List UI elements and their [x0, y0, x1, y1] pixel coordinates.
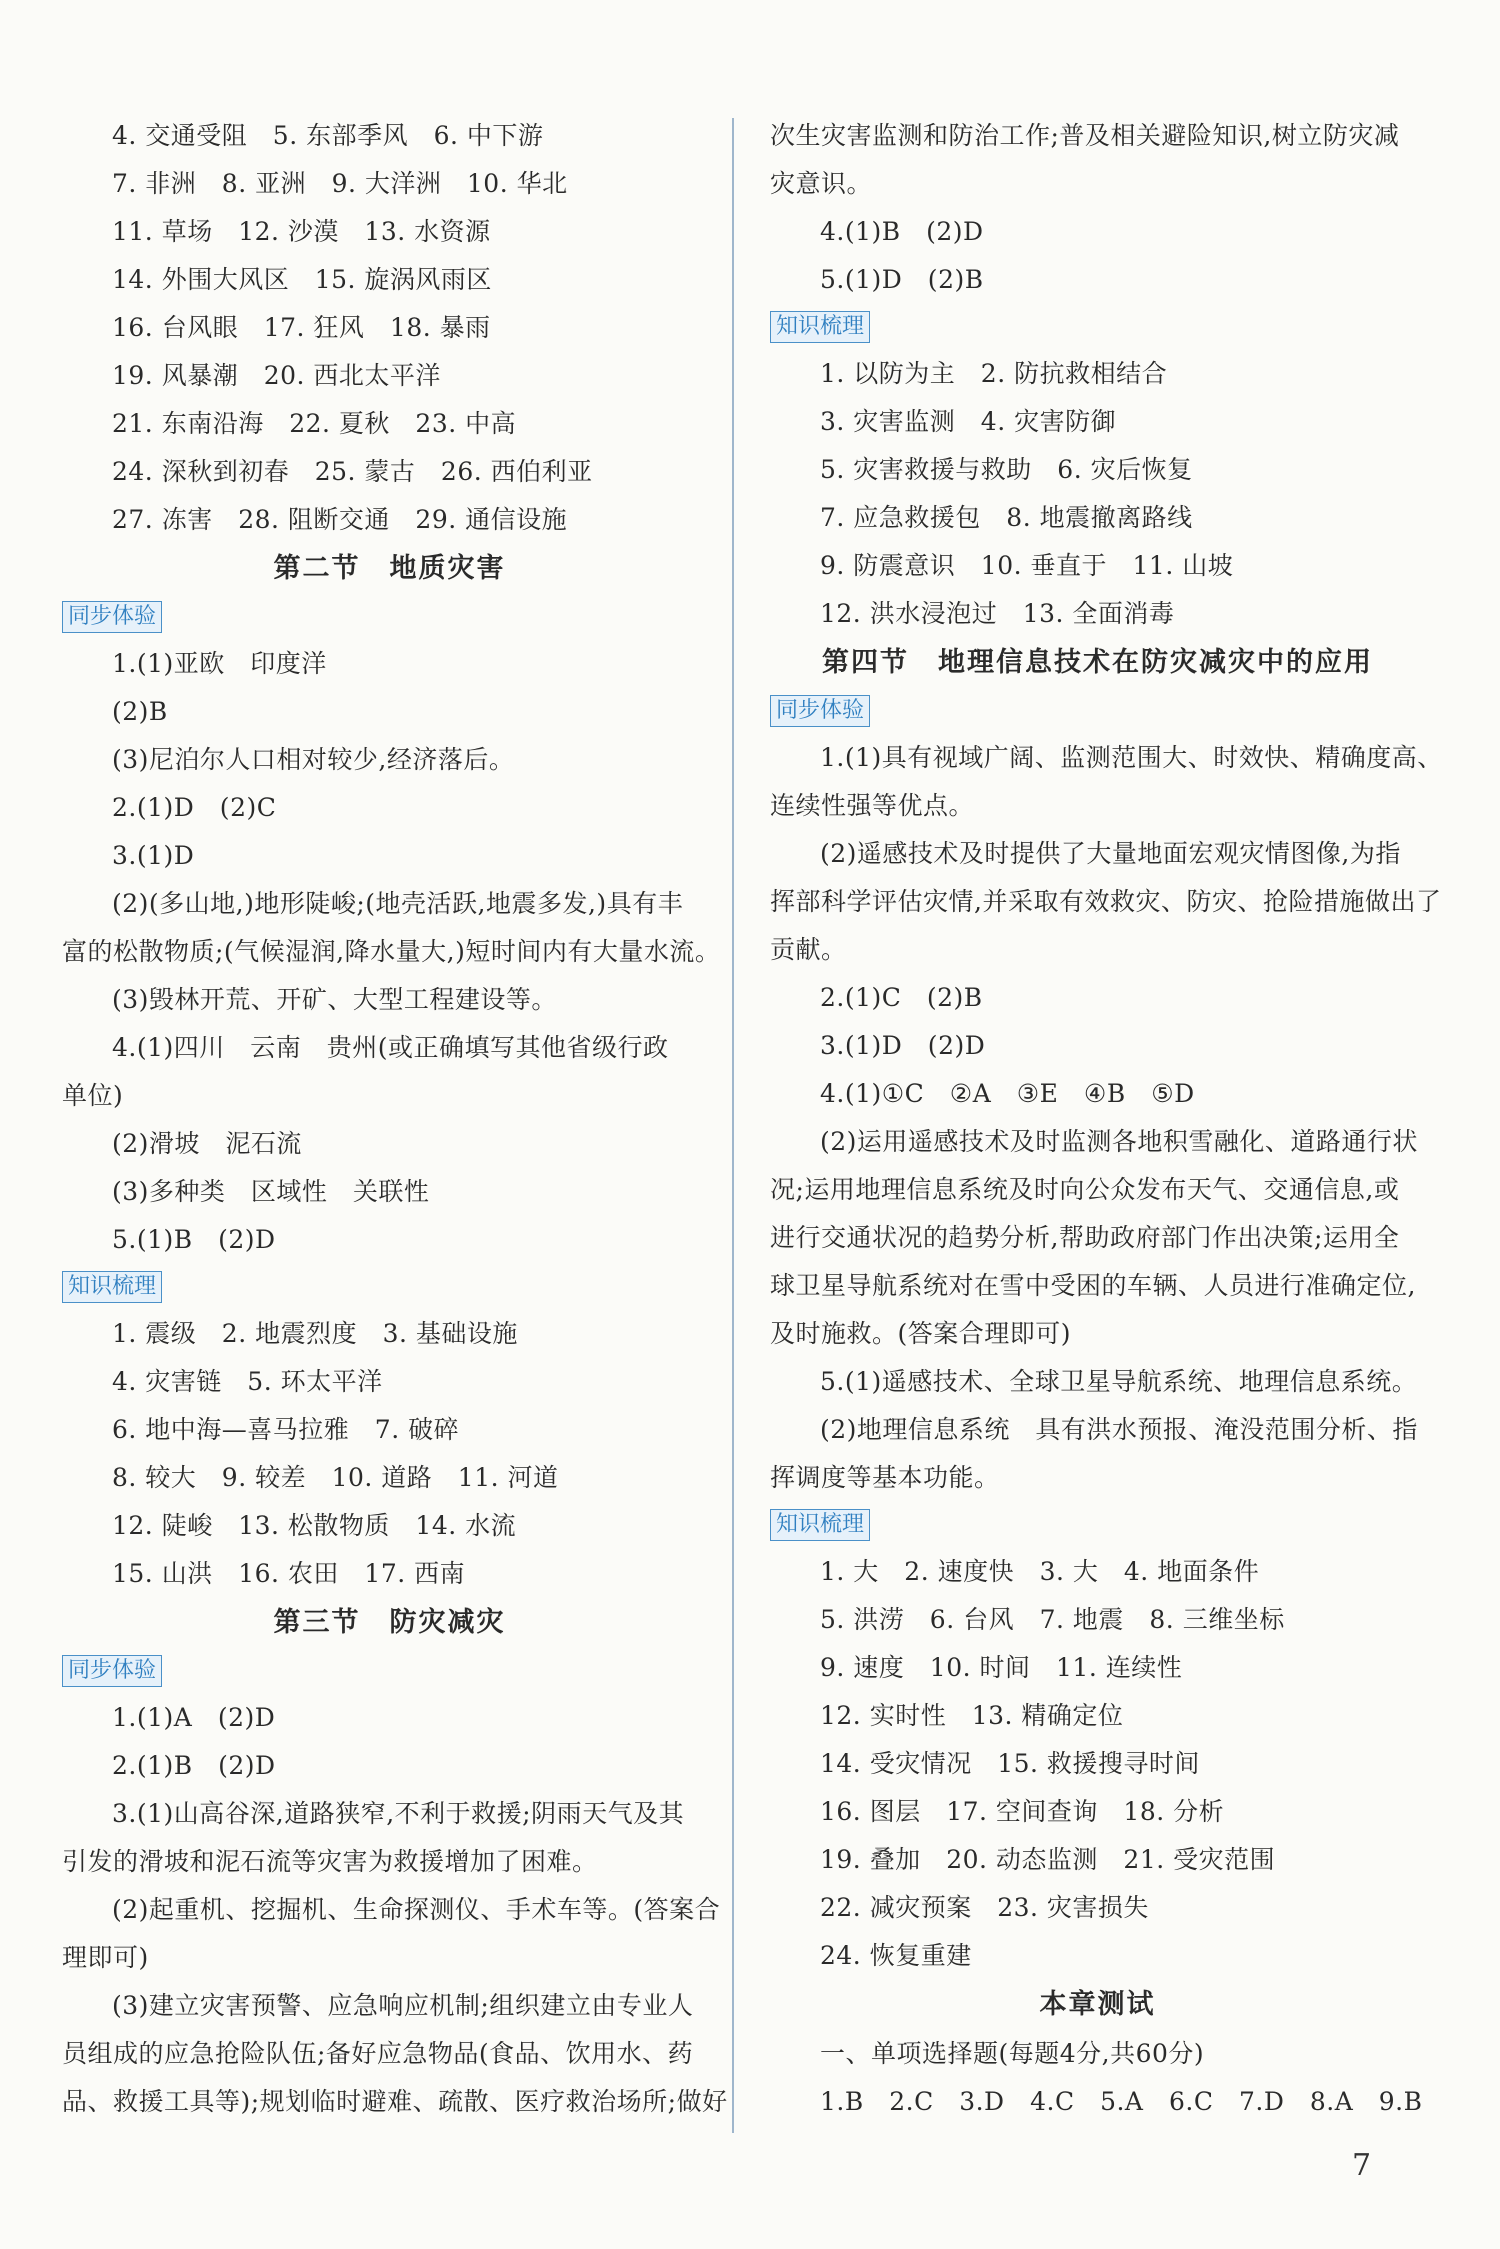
answer-line: (2)(多山地,)地形陡峻;(地壳活跃,地震多发,)具有丰 [112, 889, 684, 918]
answer-line: 1.(1)具有视域广阔、监测范围大、时效快、精确度高、 [820, 743, 1443, 772]
section-tag-row [770, 688, 1425, 734]
answer-line: 9. 速度 10. 时间 11. 连续性 [820, 1653, 1183, 1682]
answer-line: 4.(1)B (2)D [820, 217, 984, 246]
answer-line: 5.(1)D (2)B [820, 265, 984, 294]
answer-line: 1.(1)A (2)D [112, 1703, 276, 1732]
answer-line: 5.(1)遥感技术、全球卫星导航系统、地理信息系统。 [820, 1367, 1418, 1396]
answer-line: 理即可) [62, 1943, 149, 1972]
left-column [62, 112, 728, 2126]
answer-line: (3)尼泊尔人口相对较少,经济落后。 [112, 745, 515, 774]
answer-line: 进行交通状况的趋势分析,帮助政府部门作出决策;运用全 [770, 1223, 1400, 1252]
answer-line: 连续性强等优点。 [770, 791, 975, 820]
answer-line: 11. 草场 12. 沙漠 13. 水资源 [112, 217, 491, 246]
answer-line: 挥部科学评估灾情,并采取有效救灾、防灾、抢险措施做出了 [770, 887, 1442, 916]
answer-line: 21. 东南沿海 22. 夏秋 23. 中高 [112, 409, 517, 438]
answer-line: (2)遥感技术及时提供了大量地面宏观灾情图像,为指 [820, 839, 1401, 868]
right-column [770, 112, 1443, 2126]
answer-line: 1. 大 2. 速度快 3. 大 4. 地面条件 [820, 1557, 1260, 1586]
answer-line: 4.(1)四川 云南 贵州(或正确填写其他省级行政 [112, 1033, 669, 1062]
answer-line: (2)地理信息系统 具有洪水预报、淹没范围分析、指 [820, 1415, 1418, 1444]
answer-line: 16. 图层 17. 空间查询 18. 分析 [820, 1797, 1225, 1826]
section-tag-row [770, 1502, 1425, 1548]
section-tag: 知识梳理 [770, 311, 870, 343]
answer-line: 6. 地中海—喜马拉雅 7. 破碎 [112, 1415, 460, 1444]
section-tag-row [62, 1264, 717, 1310]
answer-line: 14. 受灾情况 15. 救援搜寻时间 [820, 1749, 1200, 1778]
answer-line: 富的松散物质;(气候湿润,降水量大,)短时间内有大量水流。 [62, 937, 721, 966]
answer-line: 12. 陡峻 13. 松散物质 14. 水流 [112, 1511, 517, 1540]
answer-line: 7. 应急救援包 8. 地震撤离路线 [820, 503, 1193, 532]
answer-line: 1. 震级 2. 地震烈度 3. 基础设施 [112, 1319, 518, 1348]
section-tag: 同步体验 [62, 601, 162, 633]
answer-line: (2)滑坡 泥石流 [112, 1129, 302, 1158]
answer-line: 4. 交通受阻 5. 东部季风 6. 中下游 [112, 121, 544, 150]
answer-line: 员组成的应急抢险队伍;备好应急物品(食品、饮用水、药 [62, 2039, 694, 2068]
answer-line: 灾意识。 [770, 169, 873, 198]
answer-line: 挥调度等基本功能。 [770, 1463, 1000, 1492]
section-tag-row [62, 1648, 717, 1694]
answer-line: 24. 深秋到初春 25. 蒙古 26. 西伯利亚 [112, 457, 593, 486]
answer-line: (3)建立灾害预警、应急响应机制;组织建立由专业人 [112, 1991, 694, 2020]
section-heading: 第四节 地理信息技术在防灾减灾中的应用 [822, 647, 1373, 678]
answer-line: 2.(1)B (2)D [112, 1751, 276, 1780]
answer-line: 5. 洪涝 6. 台风 7. 地震 8. 三维坐标 [820, 1605, 1285, 1634]
section-heading: 本章测试 [1039, 1989, 1156, 2020]
answer-line: 一、单项选择题(每题4分,共60分) [820, 2039, 1205, 2068]
answer-line: (3)多种类 区域性 关联性 [112, 1177, 430, 1206]
answer-line: (2)起重机、挖掘机、生命探测仪、手术车等。(答案合 [112, 1895, 721, 1924]
answer-line: 2.(1)C (2)B [820, 983, 983, 1012]
section-tag-row [62, 594, 717, 640]
answer-line: 次生灾害监测和防治工作;普及相关避险知识,树立防灾减 [770, 121, 1400, 150]
answer-line: (2)B [112, 697, 168, 726]
section-tag: 知识梳理 [62, 1271, 162, 1303]
answer-line: (2)运用遥感技术及时监测各地积雪融化、道路通行状 [820, 1127, 1418, 1156]
answer-line: 球卫星导航系统对在雪中受困的车辆、人员进行准确定位, [770, 1271, 1416, 1300]
answer-line: 1.(1)亚欧 印度洋 [112, 649, 327, 678]
answer-line: (3)毁林开荒、开矿、大型工程建设等。 [112, 985, 557, 1014]
page-number: 7 [1352, 2148, 1372, 2183]
answer-line: 5. 灾害救援与救助 6. 灾后恢复 [820, 455, 1193, 484]
answer-line: 况;运用地理信息系统及时向公众发布天气、交通信息,或 [770, 1175, 1400, 1204]
answer-line: 8. 较大 9. 较差 10. 道路 11. 河道 [112, 1463, 559, 1492]
answer-line: 3. 灾害监测 4. 灾害防御 [820, 407, 1117, 436]
answer-line: 3.(1)山高谷深,道路狭窄,不利于救援;阴雨天气及其 [112, 1799, 685, 1828]
answer-line: 单位) [62, 1081, 124, 1110]
answer-line: 12. 洪水浸泡过 13. 全面消毒 [820, 599, 1175, 628]
answer-line: 9. 防震意识 10. 垂直于 11. 山坡 [820, 551, 1234, 580]
answer-line: 16. 台风眼 17. 狂风 18. 暴雨 [112, 313, 491, 342]
answer-line: 贡献。 [770, 935, 847, 964]
answer-line: 5.(1)B (2)D [112, 1225, 276, 1254]
answer-line: 15. 山洪 16. 农田 17. 西南 [112, 1559, 466, 1588]
answer-line: 品、救援工具等);规划临时避难、疏散、医疗救治场所;做好 [62, 2087, 728, 2116]
section-heading: 第三节 防灾减灾 [273, 1607, 506, 1638]
answer-line: 2.(1)D (2)C [112, 793, 277, 822]
answer-line: 7. 非洲 8. 亚洲 9. 大洋洲 10. 华北 [112, 169, 568, 198]
answer-line: 及时施救。(答案合理即可) [770, 1319, 1072, 1348]
answer-line: 19. 风暴潮 20. 西北太平洋 [112, 361, 441, 390]
answer-line: 14. 外围大风区 15. 旋涡风雨区 [112, 265, 492, 294]
answer-line: 22. 减灾预案 23. 灾害损失 [820, 1893, 1149, 1922]
answer-line: 4.(1)①C ②A ③E ④B ⑤D [820, 1079, 1195, 1108]
answer-line: 3.(1)D (2)D [820, 1031, 986, 1060]
answer-line: 引发的滑坡和泥石流等灾害为救援增加了困难。 [62, 1847, 598, 1876]
answer-line: 19. 叠加 20. 动态监测 21. 受灾范围 [820, 1845, 1276, 1874]
column-divider [732, 118, 734, 2133]
section-heading: 第二节 地质灾害 [273, 553, 506, 584]
answer-line: 4. 灾害链 5. 环太平洋 [112, 1367, 383, 1396]
section-tag: 知识梳理 [770, 1509, 870, 1541]
answer-line: 27. 冻害 28. 阻断交通 29. 通信设施 [112, 505, 568, 534]
answer-line: 1.B 2.C 3.D 4.C 5.A 6.C 7.D 8.A 9.B [820, 2087, 1423, 2116]
section-tag: 同步体验 [62, 1655, 162, 1687]
answer-line: 12. 实时性 13. 精确定位 [820, 1701, 1124, 1730]
answer-line: 3.(1)D [112, 841, 195, 870]
answer-line: 24. 恢复重建 [820, 1941, 972, 1970]
section-tag: 同步体验 [770, 695, 870, 727]
section-tag-row [770, 304, 1425, 350]
answer-line: 1. 以防为主 2. 防抗救相结合 [820, 359, 1168, 388]
